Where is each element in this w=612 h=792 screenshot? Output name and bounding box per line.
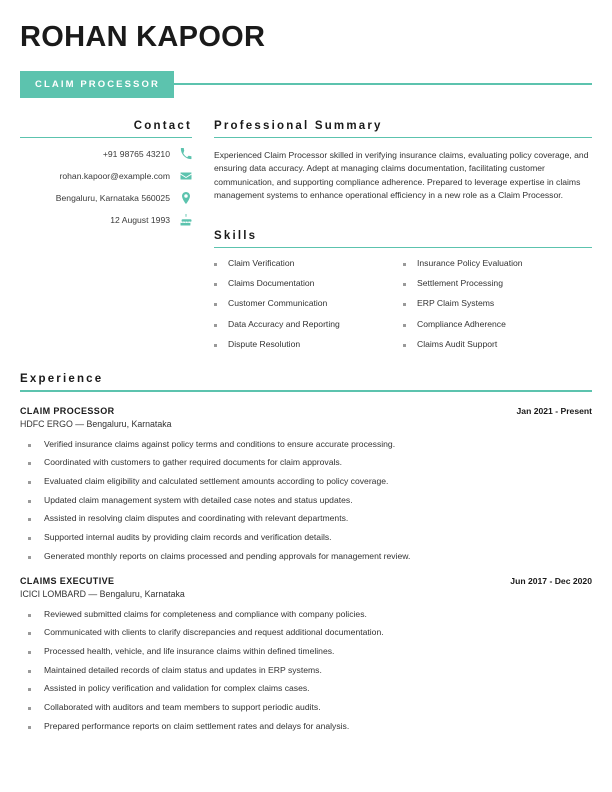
skill-item [214,319,403,330]
square-bullet-icon [214,324,217,327]
contact-item-email [20,169,192,182]
square-bullet-icon [214,283,217,286]
phone-icon [179,147,192,160]
experience-section [0,373,612,732]
square-bullet-icon [28,632,31,635]
skills-column-right [403,258,592,359]
header-divider-rule [174,83,592,85]
square-bullet-icon [28,688,31,691]
skill-item [214,278,403,289]
job-bullet-list [20,609,592,732]
skill-label: Claims Audit Support [417,338,498,349]
contact-list [20,147,192,226]
candidate-name: ROHAN KAPOOR [20,21,266,53]
experience-job [20,576,592,732]
job-bullet-text: Verified insurance claims against policy terms and conditions to ensure accurate processing. [44,438,396,449]
experience-jobs-container [20,406,592,732]
skill-item [403,278,592,289]
job-title-row [20,71,592,98]
square-bullet-icon [28,481,31,484]
experience-job [20,406,592,562]
envelope-icon [179,169,192,182]
location-pin-icon [179,191,192,204]
job-bullet-text: Collaborated with auditors and team members to support periodic audits. [44,702,321,713]
job-bullet-text: Evaluated claim eligibility and calculated settlement amounts according to policy coverage. [44,475,389,486]
job-bullet-item [20,551,592,562]
square-bullet-icon [28,670,31,673]
job-company: HDFC ERGO — Bengaluru, Karnataka [20,418,172,429]
square-bullet-icon [28,556,31,559]
square-bullet-icon [403,303,406,306]
job-bullet-item [20,609,592,620]
skill-item [403,258,592,269]
summary-skills-column [192,120,592,359]
contact-item-location [20,191,192,204]
square-bullet-icon [28,518,31,521]
square-bullet-icon [403,263,406,266]
contact-heading-rule [20,137,192,139]
skill-label: Settlement Processing [417,278,503,289]
skills-grid [214,258,592,359]
job-bullet-list [20,439,592,562]
job-title: CLAIMS EXECUTIVE [20,575,115,586]
job-bullet-text: Coordinated with customers to gather required documents for claim approvals. [44,457,343,468]
square-bullet-icon [28,462,31,465]
resume-header [0,0,612,98]
professional-summary-section [214,120,592,202]
skill-label: Claims Documentation [228,278,315,289]
contact-column [20,120,192,236]
contact-location-value: Bengaluru, Karnataka 560025 [55,192,170,203]
square-bullet-icon [28,726,31,729]
contact-item-birthdate [20,213,192,226]
job-bullet-item [20,702,592,713]
job-bullet-item [20,495,592,506]
upper-body-columns [0,120,612,359]
job-bullet-item [20,721,592,732]
skills-heading-rule [214,247,592,249]
job-bullet-item [20,476,592,487]
experience-heading: Experience [20,373,104,385]
skill-label: Data Accuracy and Reporting [228,318,340,329]
job-bullet-text: Prepared performance reports on claim settlement rates and delays for analysis. [44,720,350,731]
experience-heading-rule [20,390,592,392]
job-bullet-item [20,532,592,543]
job-bullet-item [20,683,592,694]
skill-item [403,298,592,309]
skills-column-left [214,258,403,359]
square-bullet-icon [214,303,217,306]
contact-email-value: rohan.kapoor@example.com [59,170,170,181]
contact-heading: Contact [133,119,192,132]
job-bullet-text: Processed health, vehicle, and life insurance claims within defined timelines. [44,646,335,657]
square-bullet-icon [28,614,31,617]
skill-item [214,298,403,309]
skill-item [214,258,403,269]
contact-item-phone [20,147,192,160]
contact-birthdate-value: 12 August 1993 [110,214,170,225]
skill-label: Customer Communication [228,298,328,309]
skill-item [403,339,592,350]
job-bullet-text: Communicated with clients to clarify discrepancies and request additional documentation. [44,627,384,638]
skill-item [403,319,592,330]
job-company: ICICI LOMBARD — Bengaluru, Karnataka [20,588,185,599]
summary-heading: Professional Summary [214,119,383,132]
contact-phone-value: +91 98765 43210 [102,148,170,159]
job-bullet-text: Reviewed submitted claims for completeness and compliance with company policies. [44,608,367,619]
skill-label: Claim Verification [228,258,295,269]
birthday-cake-icon [179,213,192,226]
skill-label: Insurance Policy Evaluation [417,258,523,269]
job-bullet-item [20,439,592,450]
job-bullet-item [20,665,592,676]
square-bullet-icon [403,283,406,286]
skills-section [214,230,592,359]
job-bullet-item [20,646,592,657]
job-bullet-text: Maintained detailed records of claim status and updates in ERP systems. [44,664,322,675]
skill-label: Dispute Resolution [228,338,301,349]
square-bullet-icon [28,500,31,503]
skill-item [214,339,403,350]
square-bullet-icon [403,344,406,347]
summary-text: Experienced Claim Processor skilled in verifying insurance claims, evaluating policy coverage, and ensuring data accuracy. Adept at managing claims documentation, facilitating customer communication, and supporting compliance adherence. Prepared to leverage expertise in claims management systems to enhance operational efficiency in a new role as a Claim Processor. [214,150,589,200]
skills-heading: Skills [214,229,258,242]
square-bullet-icon [214,263,217,266]
square-bullet-icon [28,651,31,654]
job-title-badge: CLAIM PROCESSOR [20,71,174,98]
square-bullet-icon [28,444,31,447]
job-bullet-text: Updated claim management system with detailed case notes and status updates. [44,494,353,505]
job-title: CLAIM PROCESSOR [20,405,115,416]
job-bullet-item [20,457,592,468]
skill-label: ERP Claim Systems [417,298,495,309]
job-bullet-text: Supported internal audits by providing claim records and verification details. [44,531,332,542]
job-bullet-item [20,513,592,524]
job-dates: Jun 2017 - Dec 2020 [510,575,592,586]
square-bullet-icon [28,537,31,540]
summary-heading-rule [214,137,592,139]
job-bullet-item [20,627,592,638]
job-header [20,576,592,586]
job-bullet-text: Assisted in resolving claim disputes and coordinating with relevant departments. [44,513,349,524]
square-bullet-icon [403,324,406,327]
job-bullet-text: Assisted in policy verification and validation for complex claims cases. [44,683,310,694]
job-header [20,406,592,416]
job-dates: Jan 2021 - Present [516,405,592,416]
job-bullet-text: Generated monthly reports on claims processed and pending approvals for management review. [44,550,411,561]
square-bullet-icon [28,707,31,710]
skill-label: Compliance Adherence [417,318,506,329]
square-bullet-icon [214,344,217,347]
